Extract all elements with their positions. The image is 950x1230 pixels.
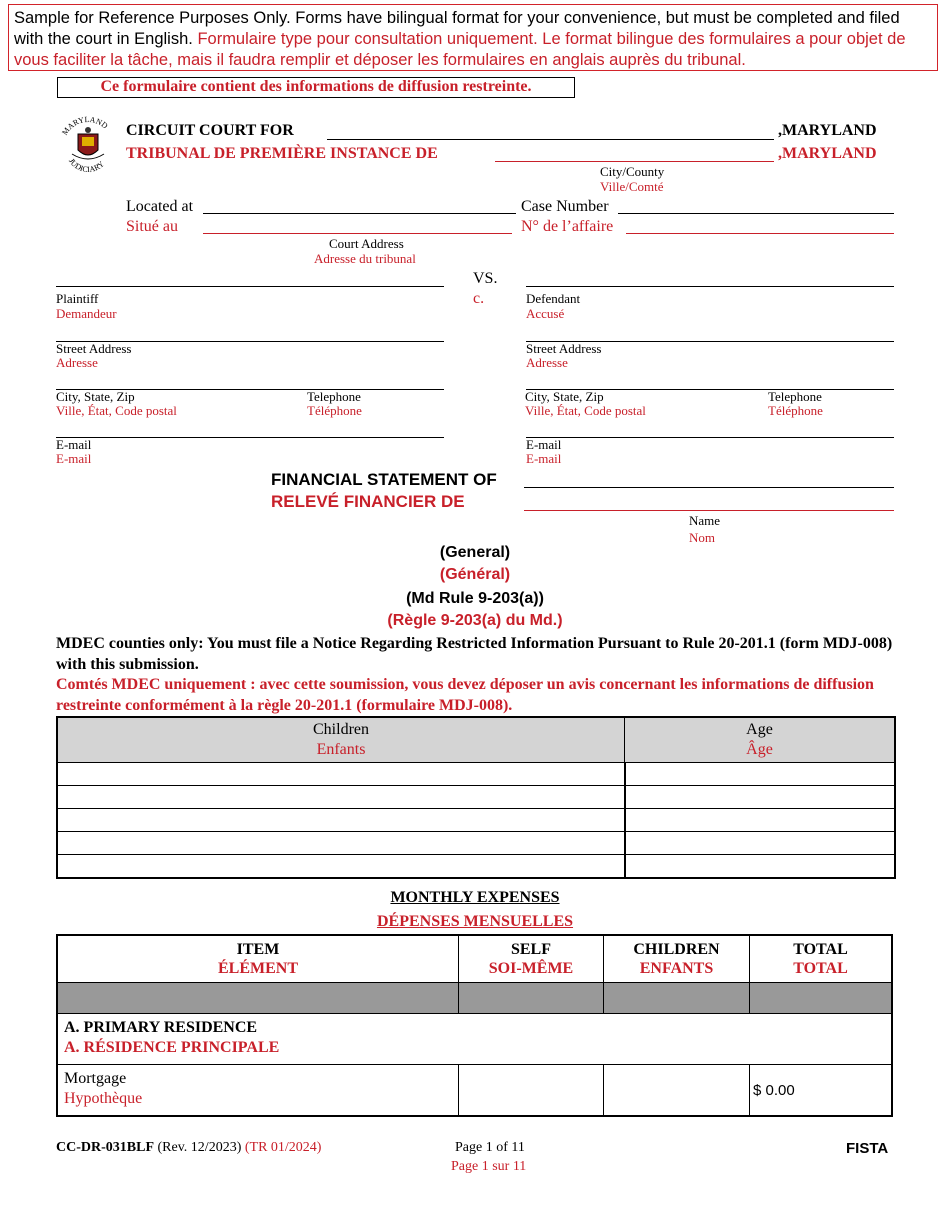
total-column-header — [750, 935, 893, 983]
age-column-header — [625, 717, 896, 763]
court-label-fr: TRIBUNAL DE PREMIÈRE INSTANCE DE — [126, 145, 438, 162]
monthly-expenses-title-en: MONTHLY EXPENSES — [390, 889, 560, 906]
self-header-fr: SOI-MÊME — [488, 960, 574, 977]
plaintiff-city-label-fr: Ville, État, Code postal — [56, 403, 177, 418]
defendant-name-field[interactable] — [526, 286, 894, 287]
child-name-cell[interactable] — [57, 832, 625, 855]
plaintiff-email-label-en: E-mail — [56, 437, 92, 452]
page-number-en: Page 1 of 11 — [455, 1140, 525, 1155]
shaded-cell — [604, 983, 750, 1014]
defendant-street-label-en: Street Address — [526, 341, 602, 356]
form-revision: (Rev. 12/2023) — [157, 1140, 242, 1155]
shaded-cell — [750, 983, 893, 1014]
form-code: FISTA — [846, 1140, 889, 1157]
mortgage-self-input[interactable] — [459, 1065, 604, 1117]
city-county-label-fr: Ville/Comté — [600, 179, 664, 194]
children-expense-column-header — [604, 935, 750, 983]
children-header-fr: Enfants — [316, 741, 366, 758]
plaintiff-name-field[interactable] — [56, 286, 444, 287]
children-expense-header-en: CHILDREN — [633, 941, 720, 958]
children-expense-header-fr: ENFANTS — [639, 960, 714, 977]
case-number-label-fr: N° de l’affaire — [521, 218, 614, 235]
shaded-cell — [459, 983, 604, 1014]
banner-text-en: Sample for Reference Purposes Only. Forms have bilingual format for your convenience, but must be completed and filed with the court in English. — [14, 9, 900, 48]
defendant-city-label-en: City, State, Zip — [525, 389, 604, 404]
item-header-fr: ÉLÉMENT — [217, 960, 298, 977]
defendant-telephone-label-en: Telephone — [768, 389, 822, 404]
mortgage-total-value: $ 0.00 — [750, 1065, 893, 1117]
child-name-cell[interactable] — [57, 809, 625, 832]
item-column-header — [57, 935, 459, 983]
shaded-cell — [57, 983, 459, 1014]
defendant-telephone-label-fr: Téléphone — [768, 403, 823, 418]
court-address-line-fr — [203, 233, 512, 234]
section-label-en: A. PRIMARY RESIDENCE — [64, 1019, 258, 1036]
mortgage-item-cell — [57, 1065, 459, 1117]
child-name-cell[interactable] — [57, 855, 625, 879]
total-header-en: TOTAL — [793, 941, 848, 958]
defendant-email-field[interactable] — [526, 437, 894, 438]
plaintiff-email-field[interactable] — [56, 437, 444, 438]
children-column-header — [57, 717, 625, 763]
statement-name-field[interactable] — [524, 487, 894, 488]
statement-title-fr: RELEVÉ FINANCIER DE — [271, 492, 465, 511]
self-column-header — [459, 935, 604, 983]
plaintiff-label-en: Plaintiff — [56, 291, 99, 306]
child-age-cell[interactable] — [625, 809, 896, 832]
mortgage-children-input[interactable] — [604, 1065, 750, 1117]
court-state-en: ,MARYLAND — [778, 122, 877, 139]
court-label-en: CIRCUIT COURT FOR — [126, 122, 294, 139]
defendant-label-en: Defendant — [526, 291, 581, 306]
plaintiff-street-label-fr: Adresse — [56, 355, 98, 370]
located-at-label-fr: Situé au — [126, 218, 178, 235]
name-label-fr: Nom — [689, 530, 715, 545]
versus-label-en: VS. — [473, 270, 498, 287]
mortgage-label-fr: Hypothèque — [64, 1090, 143, 1107]
monthly-expenses-title-fr: DÉPENSES MENSUELLES — [376, 913, 574, 930]
court-address-label-fr: Adresse du tribunal — [314, 251, 416, 266]
svg-text:MARYLAND: MARYLAND — [60, 114, 110, 137]
maryland-judiciary-seal — [56, 112, 120, 176]
form-id-footer — [56, 1140, 321, 1156]
rule-label-en: (Md Rule 9-203(a)) — [406, 590, 544, 607]
case-number-label-en: Case Number — [521, 198, 609, 215]
children-header-en: Children — [313, 721, 369, 738]
restricted-notice: Ce formulaire contient des informations de diffusion restreinte. — [57, 77, 575, 98]
defendant-email-label-fr: E-mail — [526, 451, 562, 466]
children-table — [56, 716, 896, 879]
child-age-cell[interactable] — [625, 763, 896, 786]
plaintiff-telephone-label-fr: Téléphone — [307, 403, 362, 418]
defendant-email-label-en: E-mail — [526, 437, 562, 452]
name-label-en: Name — [689, 513, 721, 528]
statement-title-en: FINANCIAL STATEMENT OF — [271, 470, 497, 489]
age-header-fr: Âge — [746, 741, 773, 758]
case-number-field[interactable] — [618, 213, 894, 214]
banner-text-fr: Formulaire type pour consultation uniquement. Le format bilingue des formulaires a pour objet de vous faciliter la tâche, mais il faudra remplir et déposer les formulaires en anglais auprès du tribunal. — [14, 30, 906, 69]
court-city-field[interactable] — [327, 139, 774, 140]
city-county-label-en: City/County — [600, 164, 665, 179]
section-label-fr: A. RÉSIDENCE PRINCIPALE — [64, 1039, 280, 1056]
court-address-label-en: Court Address — [329, 236, 404, 251]
mortgage-label-en: Mortgage — [64, 1070, 127, 1087]
court-address-field[interactable] — [203, 213, 516, 214]
plaintiff-label-fr: Demandeur — [56, 306, 117, 321]
mdec-notice-en: MDEC counties only: You must file a Notice Regarding Restricted Information Pursuant to Rule 20-201.1 (form MDJ-008) with this submission. — [56, 635, 893, 673]
defendant-label-fr: Accusé — [526, 306, 565, 321]
child-age-cell[interactable] — [625, 855, 896, 879]
defendant-street-label-fr: Adresse — [526, 355, 568, 370]
total-header-fr: TOTAL — [793, 960, 848, 977]
child-name-cell[interactable] — [57, 763, 625, 786]
defendant-city-label-fr: Ville, État, Code postal — [525, 403, 646, 418]
general-label-en: (General) — [439, 544, 511, 561]
plaintiff-email-label-fr: E-mail — [56, 451, 92, 466]
court-state-fr: ,MARYLAND — [778, 145, 877, 162]
plaintiff-street-label-en: Street Address — [56, 341, 132, 356]
section-primary-residence — [57, 1014, 892, 1065]
form-id: CC-DR-031BLF — [56, 1140, 154, 1155]
age-header-en: Age — [746, 721, 773, 738]
general-label-fr: (Général) — [439, 566, 511, 583]
rule-label-fr: (Règle 9-203(a) du Md.) — [387, 612, 563, 629]
form-translation-revision: (TR 01/2024) — [244, 1140, 322, 1155]
statement-name-line-fr — [524, 510, 894, 511]
mdec-notice-fr: Comtés MDEC uniquement : avec cette soumission, vous devez déposer un avis concernant les informations de diffusion restreinte conformément à la règle 20-201.1 (formulaire MDJ-008). — [56, 676, 874, 714]
self-header-en: SELF — [510, 941, 551, 958]
child-name-cell[interactable] — [57, 786, 625, 809]
monthly-expenses-table — [56, 934, 893, 1117]
versus-label-fr: c. — [473, 290, 485, 307]
svg-text:JUDICIARY: JUDICIARY — [66, 156, 106, 175]
located-at-label-en: Located at — [126, 198, 194, 215]
plaintiff-city-label-en: City, State, Zip — [56, 389, 135, 404]
court-city-line-fr — [495, 161, 774, 162]
page-number-fr: Page 1 sur 11 — [451, 1159, 527, 1174]
case-number-line-fr — [626, 233, 894, 234]
child-age-cell[interactable] — [625, 832, 896, 855]
item-header-en: ITEM — [236, 941, 280, 958]
child-age-cell[interactable] — [625, 786, 896, 809]
plaintiff-telephone-label-en: Telephone — [307, 389, 361, 404]
sample-banner — [8, 4, 938, 71]
